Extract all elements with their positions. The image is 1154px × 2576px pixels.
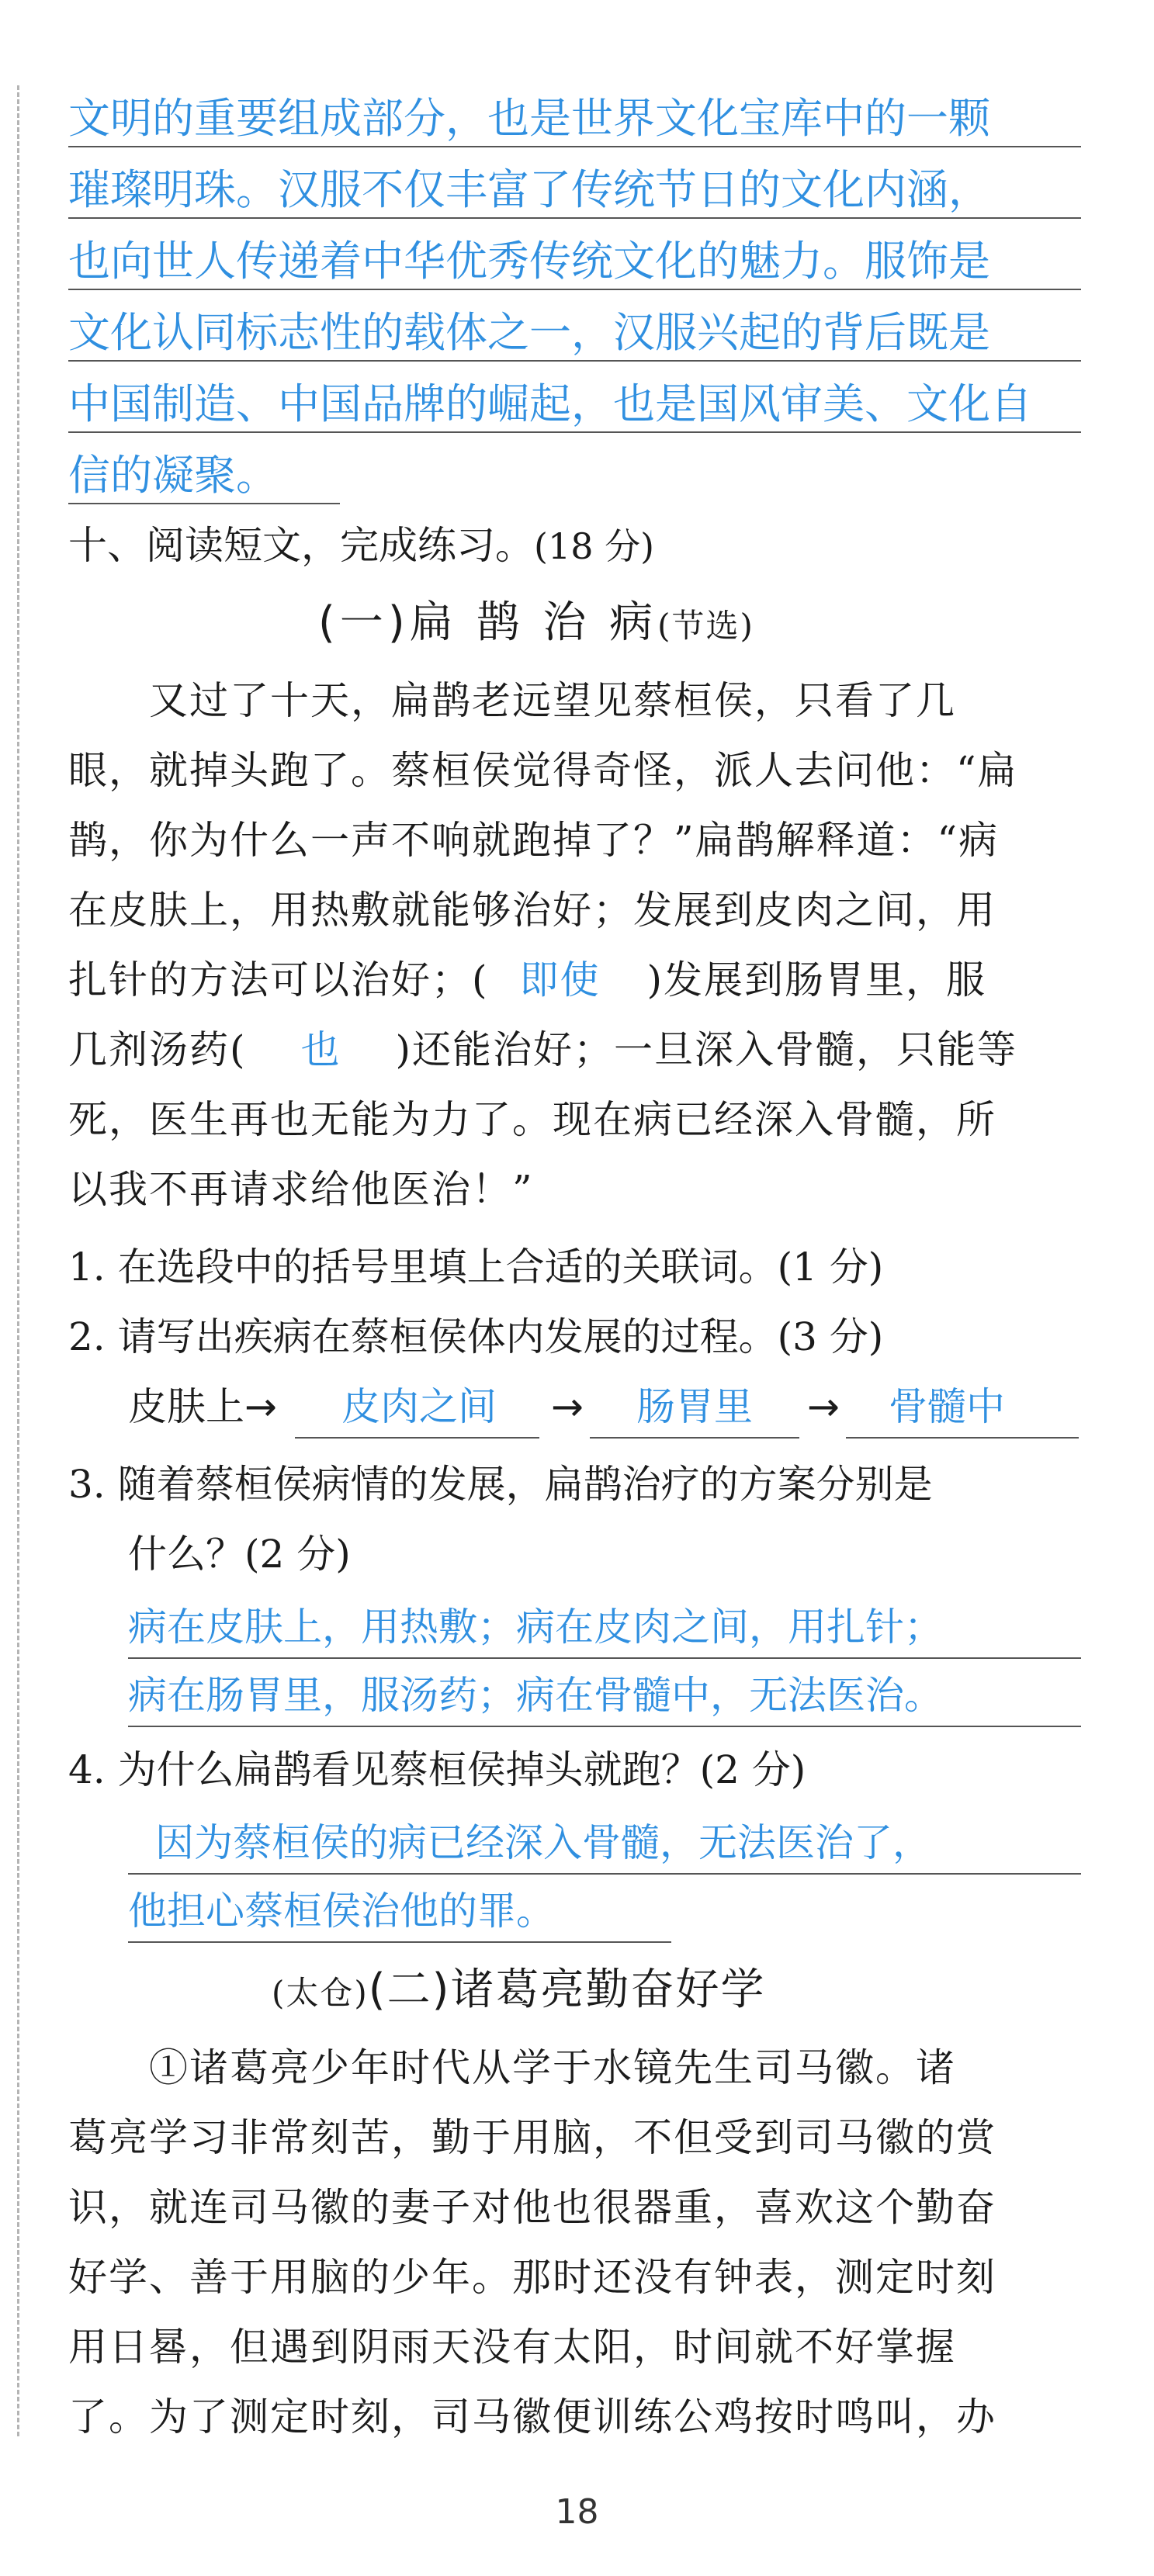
answer-underline [128, 1726, 1081, 1727]
answer-underline [68, 431, 1081, 433]
answer-line: 也向世人传递着中华优秀传统文化的魅力。服饰是 [68, 237, 990, 286]
passage-line: ①诸葛亮少年时代从学于水镜先生司马徽。诸 [68, 2045, 956, 2090]
answer-underline [68, 289, 1081, 290]
answer-underline [846, 1437, 1079, 1439]
answer-line: 文化认同标志性的载体之一，汉服兴起的背后既是 [68, 308, 990, 357]
answer-underline [68, 360, 1081, 362]
page-number: 18 [555, 2492, 599, 2532]
q2-start-label: 皮肤上 [128, 1384, 244, 1429]
passage-text: 扎针的方法可以治好；( [68, 957, 489, 1002]
passage-line: 了。为了测定时刻，司马徽便训练公鸡按时鸣叫，办 [68, 2394, 996, 2439]
answer-underline [68, 217, 1081, 219]
question-1: 1. 在选段中的括号里填上合适的关联词。(1 分) [68, 1245, 884, 1290]
passage-text: 几剂汤药( [68, 1027, 247, 1072]
q4-answer-line: 因为蔡桓侯的病已经深入骨髓，无法医治了， [155, 1820, 931, 1865]
answer-line: 文明的重要组成部分，也是世界文化宝库中的一颗 [68, 94, 990, 143]
section-heading [68, 518, 654, 573]
answer-line: 中国制造、中国品牌的崛起，也是国风审美、文化自 [68, 379, 1032, 428]
question-2: 2. 请写出疾病在蔡桓侯体内发展的过程。(3 分) [68, 1314, 884, 1359]
passage-line: 眼，就掉头跑了。蔡桓侯觉得奇怪，派人去问他：“扁 [68, 748, 1018, 793]
passage-line: 又过了十天，扁鹊老远望见蔡桓侯，只看了几 [68, 678, 956, 723]
q2-answer-1: 皮肉之间 [341, 1384, 497, 1429]
arrow-icon: → [551, 1384, 584, 1429]
passage-line: 用日晷，但遇到阴雨天没有太阳，时间就不好掌握 [68, 2325, 956, 2370]
blank-answer-2: 也 [300, 1027, 341, 1072]
passage-line: 好学、善于用脑的少年。那时还没有钟表，测定时刻 [68, 2255, 996, 2300]
answer-line: 璀璨明珠。汉服不仅丰富了传统节日的文化内涵， [68, 165, 990, 214]
section-score: (18 分) [534, 525, 655, 567]
passage-line [68, 953, 986, 1007]
q2-answer-2: 肠胃里 [636, 1384, 753, 1429]
passage-line: 死，医生再也无能为力了。现在病已经深入骨髓，所 [68, 1097, 996, 1142]
passage2-location: (太仓) [272, 1974, 369, 2012]
q4-answer-line: 他担心蔡桓侯治他的罪。 [128, 1889, 555, 1934]
passage2-title-text: (二)诸葛亮勤奋好学 [368, 1965, 766, 2015]
passage2-title [272, 1963, 765, 2020]
question-3-cont: 什么？(2 分) [128, 1532, 351, 1577]
blank-answer-1: 即使 [519, 957, 601, 1002]
q3-answer-line: 病在皮肤上，用热敷；病在皮肉之间，用扎针； [128, 1605, 943, 1650]
answer-underline [590, 1437, 799, 1439]
answer-line: 信的凝聚。 [68, 451, 278, 500]
passage-line: 鹊，你为什么一声不响就跑掉了？”扁鹊解释道：“病 [68, 818, 1000, 863]
answer-underline [128, 1657, 1081, 1659]
passage-line: 在皮肤上，用热敷就能够治好；发展到皮肉之间，用 [68, 888, 996, 933]
passage-line: 以我不再请求给他医治！” [68, 1167, 534, 1212]
question-4: 4. 为什么扁鹊看见蔡桓侯掉头就跑？(2 分) [68, 1747, 806, 1792]
passage-line: 葛亮学习非常刻苦，勤于用脑，不但受到司马徽的赏 [68, 2115, 996, 2160]
question-3: 3. 随着蔡桓侯病情的发展，扁鹊治疗的方案分别是 [68, 1462, 933, 1507]
answer-underline [128, 1873, 1081, 1875]
answer-underline [128, 1941, 671, 1943]
answer-underline [68, 503, 340, 504]
passage-line: 识，就连司马徽的妻子对他也很器重，喜欢这个勤奋 [68, 2185, 996, 2230]
q2-answer-3: 骨髓中 [889, 1384, 1005, 1429]
arrow-icon: → [807, 1384, 840, 1429]
answer-underline [295, 1437, 539, 1439]
passage1-title-note: (节选) [657, 607, 754, 645]
passage-text: )发展到肠胃里，服 [646, 957, 987, 1002]
answer-underline [68, 146, 1081, 147]
arrow-icon: → [244, 1384, 277, 1429]
passage-line [68, 1023, 1017, 1077]
section-heading-text: 十、阅读短文，完成练习。 [68, 523, 534, 568]
margin-dashed-line [17, 85, 19, 2436]
passage1-title-text: (一)扁 鹊 治 病 [318, 597, 658, 648]
q3-answer-line: 病在肠胃里，服汤药；病在骨髓中，无法医治。 [128, 1673, 943, 1718]
passage-text: )还能治好；一旦深入骨髓，只能等 [395, 1027, 1018, 1072]
passage1-title [318, 596, 754, 653]
